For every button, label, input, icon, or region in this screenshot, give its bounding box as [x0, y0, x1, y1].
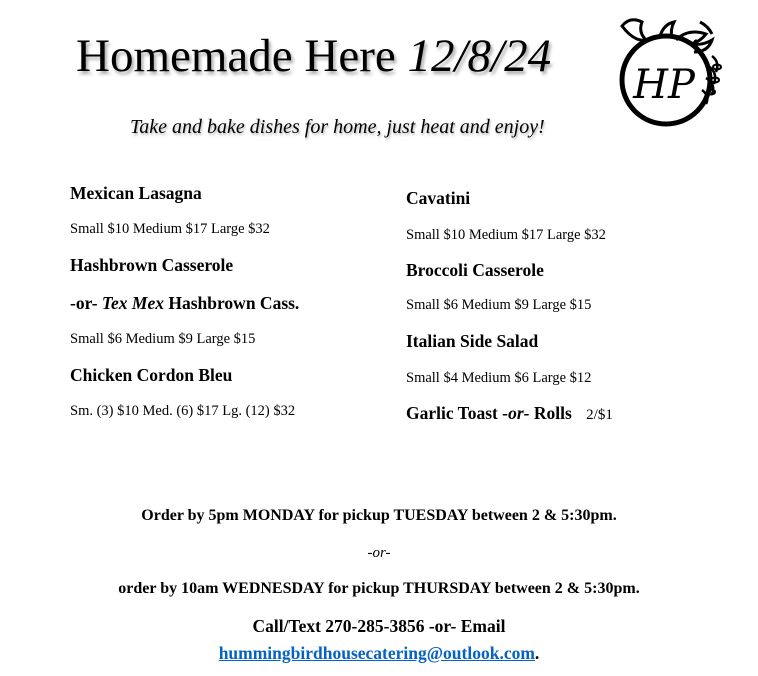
tex-mex-label: Tex Mex [101, 293, 164, 313]
page-subtitle: Take and bake dishes for home, just heat and enjoy! [130, 116, 545, 138]
email-period: . [534, 643, 540, 663]
item-italian-side-salad: Italian Side Salad [406, 331, 539, 351]
email-link[interactable]: hummingbirdhousecatering@outlook.com [218, 643, 535, 663]
title-date: 12/8/24 [407, 30, 552, 82]
rolls-label: Rolls [533, 403, 572, 423]
hashbrown-cass-label: Hashbrown Cass. [168, 293, 300, 313]
contact-line: Call/Text 270-285-3856 -or- Email [252, 616, 506, 636]
price-mexican-lasagna: Small $10 Medium $17 Large $32 [70, 221, 270, 237]
price-broccoli: Small $6 Medium $9 Large $15 [406, 297, 592, 313]
or-label: -or- [502, 403, 530, 423]
item-garlic-toast-rolls [406, 403, 613, 424]
garlic-toast-label: Garlic Toast [406, 403, 498, 423]
item-chicken-cordon-bleu: Chicken Cordon Bleu [70, 365, 233, 385]
email-line [0, 643, 758, 664]
item-hashbrown-casserole: Hashbrown Casserole [70, 255, 234, 275]
item-mexican-lasagna: Mexican Lasagna [70, 183, 202, 203]
rolls-price: 2/$1 [586, 407, 613, 423]
price-hashbrown: Small $6 Medium $9 Large $15 [70, 331, 256, 347]
order-line-wednesday: order by 10am WEDNESDAY for pickup THURSDAY between 2 & 5:30pm. [118, 580, 640, 597]
price-cavatini: Small $10 Medium $17 Large $32 [406, 227, 606, 243]
item-cavatini: Cavatini [406, 188, 471, 208]
price-italian-salad: Small $4 Medium $6 Large $12 [406, 370, 592, 386]
hummingbird-pumpkin-logo-icon [616, 12, 728, 130]
item-broccoli-casserole: Broccoli Casserole [406, 260, 544, 280]
page-title [76, 26, 551, 86]
title-text: Homemade Here [76, 30, 396, 82]
item-tex-mex-hashbrown [70, 293, 299, 314]
price-cordon-bleu: Sm. (3) $10 Med. (6) $17 Lg. (12) $32 [70, 403, 296, 419]
order-line-monday: Order by 5pm MONDAY for pickup TUESDAY between 2 & 5:30pm. [141, 507, 617, 524]
order-separator: -or- [367, 545, 391, 561]
logo-text: HP [633, 62, 695, 108]
or-prefix: -or- [70, 293, 98, 313]
